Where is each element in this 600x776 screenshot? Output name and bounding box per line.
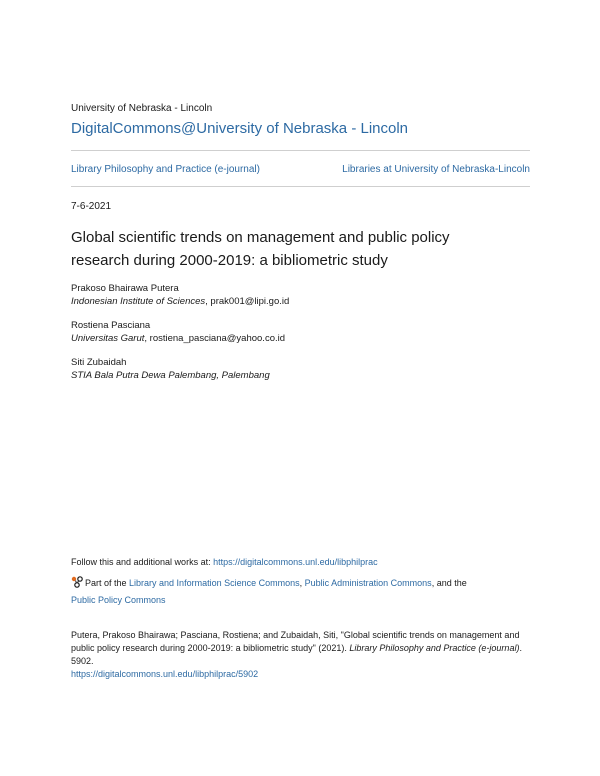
part-of-line — [71, 575, 531, 609]
article-title: Global scientific trends on management and public policy research during 2000-2019: a bibliometric study — [71, 229, 450, 269]
publication-date: 7-6-2021 — [71, 201, 112, 212]
public-policy-commons-link[interactable]: Public Policy Commons — [71, 595, 166, 605]
citation-text: Putera, Prakoso Bhairawa; Pasciana, Rostiena; and Zubaidah, Siti, "Global scientific trends on management and public policy research during 2000-2019: a bibliometric study" (2021). — [71, 630, 520, 653]
follow-url-link[interactable]: https://digitalcommons.unl.edu/libphilprac — [213, 557, 378, 567]
author-affiliation: Indonesian Institute of Sciences — [71, 296, 206, 307]
follow-text: Follow this and additional works at: — [71, 557, 214, 567]
public-administration-commons-link[interactable]: Public Administration Commons — [304, 578, 432, 588]
author-name: Siti Zubaidah — [71, 357, 127, 368]
recommended-citation — [71, 629, 531, 681]
author-block-1 — [71, 282, 289, 308]
author-name: Prakoso Bhairawa Putera — [71, 283, 179, 294]
part-of-sep2: , and the — [431, 578, 467, 588]
author-block-3 — [71, 356, 270, 382]
author-affiliation: Universitas Garut — [71, 333, 145, 344]
author-block-2 — [71, 319, 285, 345]
citation-url-link[interactable]: https://digitalcommons.unl.edu/libphilprac/5902 — [71, 669, 259, 679]
collection-link-libraries[interactable]: Libraries at University of Nebraska-Lincoln — [342, 164, 530, 175]
divider-top — [71, 150, 530, 151]
follow-line — [71, 557, 378, 567]
citation-suffix: . 5902. — [71, 643, 522, 666]
repository-link[interactable]: DigitalCommons@University of Nebraska - Lincoln — [71, 120, 409, 137]
library-info-science-commons-link[interactable]: Library and Information Science Commons — [129, 578, 300, 588]
commons-network-icon — [71, 576, 83, 588]
author-affiliation: STIA Bala Putra Dewa Palembang, Palembang — [71, 370, 270, 381]
citation-journal: Library Philosophy and Practice (e-journal) — [349, 643, 520, 653]
author-email: , rostiena_pasciana@yahoo.co.id — [144, 333, 286, 344]
institution-name: University of Nebraska - Lincoln — [71, 103, 213, 114]
divider-bottom — [71, 186, 530, 187]
part-of-prefix: Part of the — [85, 578, 130, 588]
collection-link-journal[interactable]: Library Philosophy and Practice (e-journal) — [71, 164, 260, 175]
part-of-sep1: , — [299, 578, 305, 588]
author-name: Rostiena Pasciana — [71, 320, 151, 331]
author-email: , prak001@lipi.go.id — [205, 296, 290, 307]
